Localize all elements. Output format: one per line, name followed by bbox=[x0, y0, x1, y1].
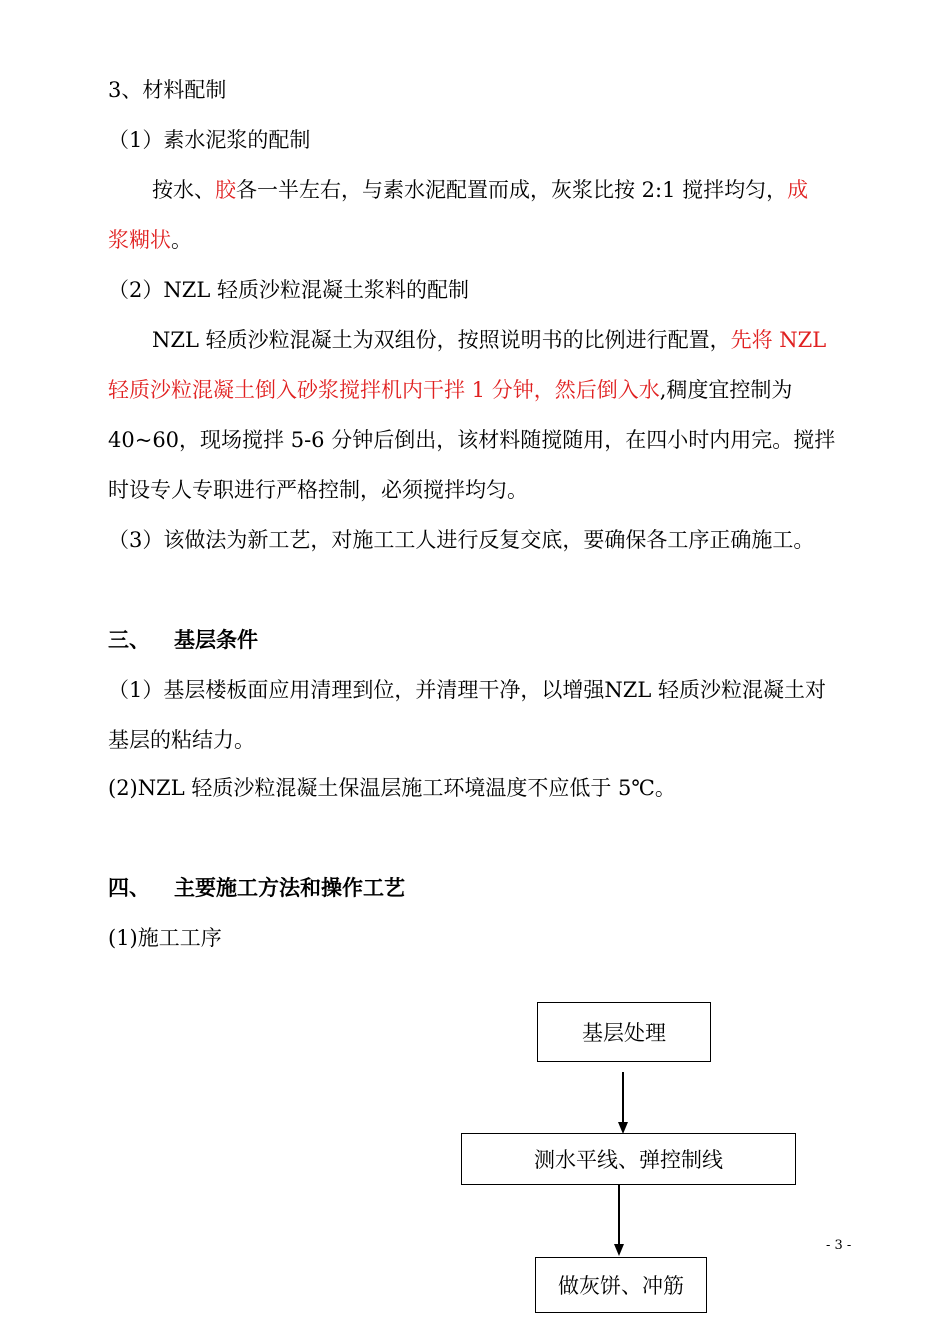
section-3-1-title: （1）素水泥浆的配制 bbox=[108, 128, 311, 152]
heading-4 bbox=[108, 878, 405, 899]
highlight-text: 成 bbox=[787, 178, 809, 202]
highlight-text: 轻质沙粒混凝土倒入砂浆搅拌机内干拌 1 分钟，然后倒入水 bbox=[108, 378, 660, 402]
section-3-2-body-line2 bbox=[108, 380, 792, 401]
heading-number: 四、 bbox=[108, 876, 150, 900]
page-number: - 3 - bbox=[826, 1238, 852, 1253]
section-3-title: 3、材料配制 bbox=[108, 78, 227, 102]
body-text: ,稠度宜控制为 bbox=[659, 378, 793, 402]
heading-text: 基层条件 bbox=[174, 628, 258, 652]
flow-step-3 bbox=[535, 1257, 707, 1313]
body-text: NZL 轻质沙粒混凝土为双组份，按照说明书的比例进行配置， bbox=[152, 328, 731, 352]
flow-step-label: 基层处理 bbox=[582, 1021, 666, 1045]
section-3-2-title: （2）NZL 轻质沙粒混凝土浆料的配制 bbox=[108, 278, 469, 302]
flow-step-label: 做灰饼、冲筋 bbox=[558, 1274, 684, 1298]
heading-text: 主要施工方法和操作工艺 bbox=[174, 876, 405, 900]
highlight-text: 先将 NZL bbox=[730, 328, 827, 352]
base-item-1-line1: （1）基层楼板面应用清理到位，并清理干净，以增强NZL 轻质沙粒混凝土对 bbox=[108, 678, 826, 702]
flow-step-label: 测水平线、弹控制线 bbox=[534, 1148, 723, 1172]
section-3-2-body-line3: 40~60，现场搅拌 5-6 分钟后倒出，该材料随搅随用，在四小时内用完。搅拌 bbox=[108, 428, 836, 452]
section-3-2-body-line4: 时设专人专职进行严格控制，必须搅拌均匀。 bbox=[108, 478, 528, 502]
base-item-1-line2: 基层的粘结力。 bbox=[108, 728, 255, 752]
heading-3 bbox=[108, 630, 258, 651]
section-3-1-body-line2 bbox=[108, 230, 192, 251]
body-text: 各一半左右，与素水泥配置而成，灰浆比按 2:1 搅拌均匀， bbox=[236, 178, 788, 202]
body-text: 。 bbox=[171, 228, 192, 252]
section-3-1-body-line1 bbox=[152, 180, 808, 201]
arrow-down-icon bbox=[614, 1244, 624, 1256]
section-3-2-body-line1 bbox=[152, 330, 826, 351]
flow-arrow-line bbox=[622, 1072, 624, 1124]
highlight-text: 胶 bbox=[215, 178, 236, 202]
flow-step-1 bbox=[537, 1002, 711, 1062]
procedure-title: (1)施工工序 bbox=[108, 926, 222, 950]
body-text: 按水、 bbox=[152, 178, 215, 202]
section-3-3: （3）该做法为新工艺，对施工工人进行反复交底，要确保各工序正确施工。 bbox=[108, 528, 815, 552]
heading-number: 三、 bbox=[108, 628, 150, 652]
highlight-text: 浆糊状 bbox=[108, 228, 171, 252]
flow-step-2 bbox=[461, 1133, 796, 1185]
flow-arrow-line bbox=[618, 1185, 620, 1245]
base-item-2: (2)NZL 轻质沙粒混凝土保温层施工环境温度不应低于 5℃。 bbox=[108, 776, 676, 800]
